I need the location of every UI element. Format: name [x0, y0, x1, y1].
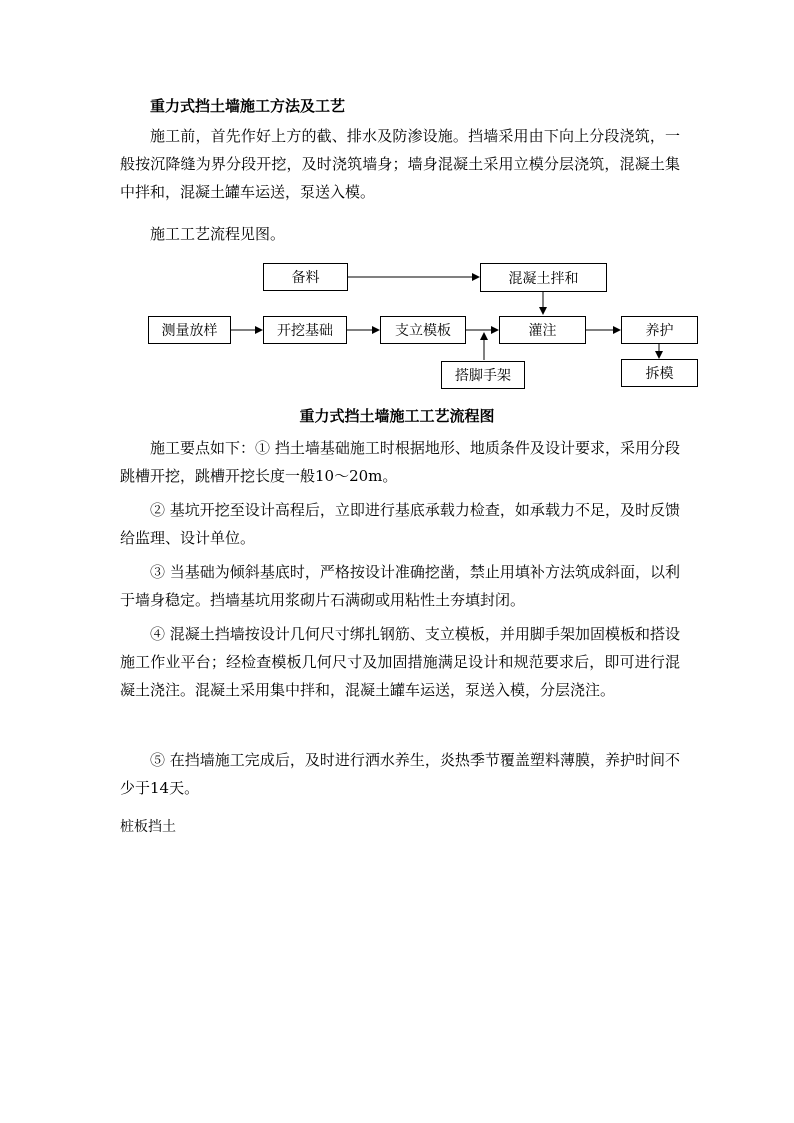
point-2: ② 基坑开挖至设计高程后，立即进行基底承载力检查，如承载力不足，及时反馈给监理、设计单位。 — [120, 501, 680, 547]
flow-box-yanghu: 养护 — [621, 316, 698, 344]
section-heading: 重力式挡土墙施工方法及工艺 — [150, 97, 346, 115]
flowchart-caption: 重力式挡土墙施工工艺流程图 — [299, 407, 495, 425]
flow-reference-paragraph: 施工工艺流程见图。 — [150, 225, 286, 243]
flow-box-zhili: 支立模板 — [380, 316, 466, 344]
flow-box-beiliao: 备料 — [263, 263, 348, 291]
flow-box-guanzhu: 灌注 — [499, 316, 586, 344]
tail-text: 桩板挡土 — [120, 819, 176, 835]
flow-box-dajiao: 搭脚手架 — [441, 361, 525, 389]
point-5: ⑤ 在挡墙施工完成后，及时进行洒水养生，炎热季节覆盖塑料薄膜，养护时间不少于14天。 — [120, 751, 680, 797]
intro-paragraph: 施工前，首先作好上方的截、排水及防渗设施。挡墙采用由下向上分段浇筑，一般按沉降缝为界分段开挖，及时浇筑墙身；墙身混凝土采用立模分层浇筑，混凝土集中拌和，混凝土罐车运送，泵送入模。 — [120, 127, 680, 201]
point-1: 施工要点如下：① 挡土墙基础施工时根据地形、地质条件及设计要求，采用分段跳槽开挖，跳槽开挖长度一般10～20m。 — [120, 439, 680, 485]
flow-box-chaimo: 拆模 — [621, 359, 698, 387]
flow-box-hunningtu: 混凝土拌和 — [480, 263, 607, 292]
flow-box-kaiwa: 开挖基础 — [263, 316, 347, 344]
point-3: ③ 当基础为倾斜基底时，严格按设计准确挖凿，禁止用填补方法筑成斜面，以利于墙身稳定。挡墙基坑用浆砌片石满砌或用粘性土夯填封闭。 — [120, 563, 680, 609]
flow-box-celiang: 测量放样 — [148, 316, 231, 344]
point-4: ④ 混凝土挡墙按设计几何尺寸绑扎钢筋、支立模板，并用脚手架加固模板和搭设施工作业平台；经检查模板几何尺寸及加固措施满足设计和规范要求后，即可进行混凝土浇注。混凝土采用集中拌和，混凝土罐车运送，泵送入模，分层浇注。 — [120, 625, 680, 699]
